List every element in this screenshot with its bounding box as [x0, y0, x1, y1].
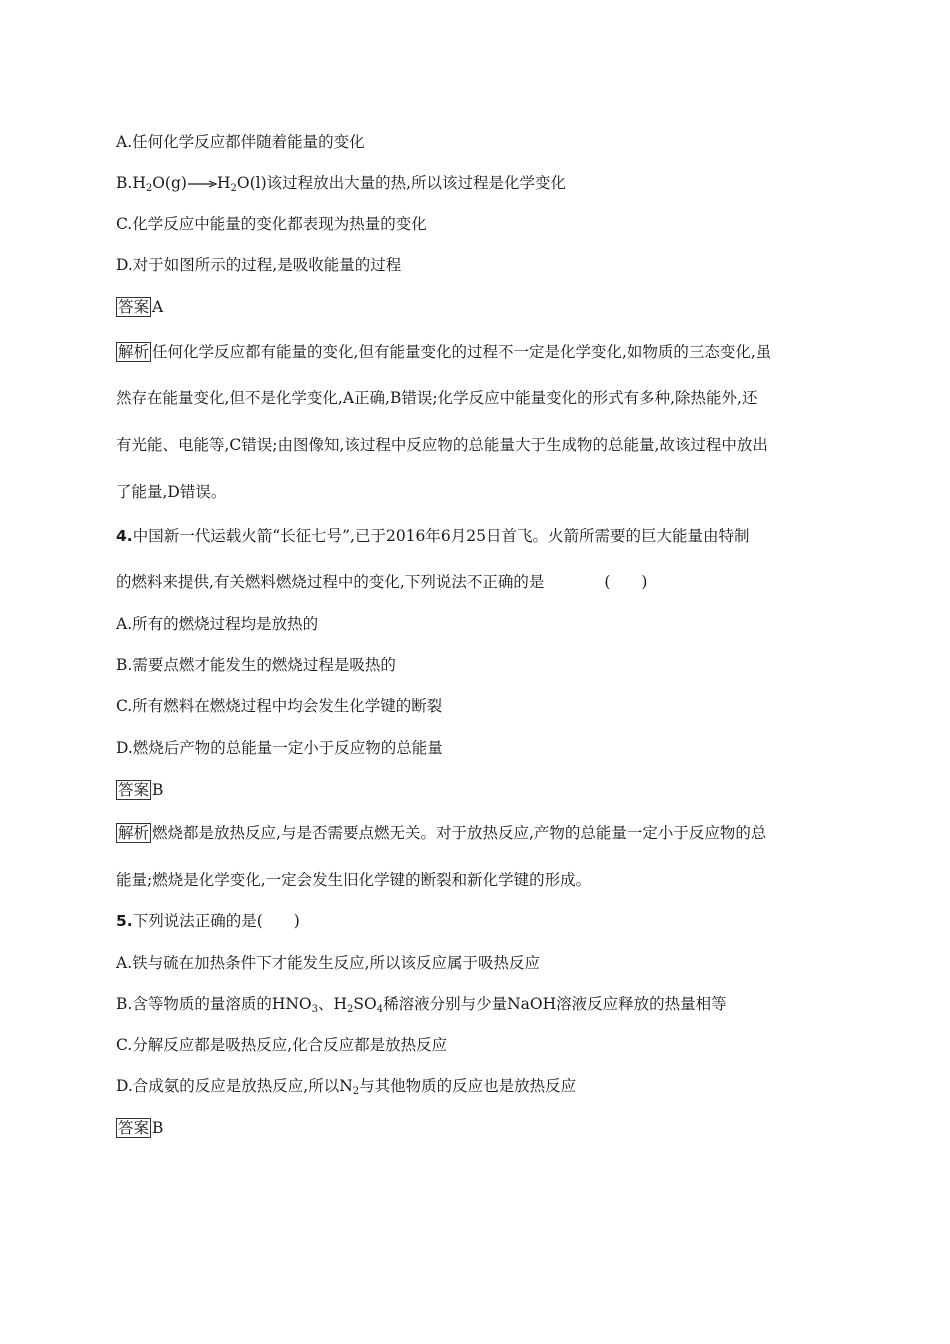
q4-option-d: D.燃烧后产物的总能量一定小于反应物的总能量 [116, 739, 443, 757]
q5-stem-text: 下列说法正确的是( ) [132, 912, 300, 930]
q3-analysis-line-3: 有光能、电能等,C错误;由图像知,该过程中反应物的总能量大于生成物的总能量,故该过程中放出 [116, 436, 768, 454]
answer-blank: ( ) [604, 573, 648, 591]
q5-answer [116, 1118, 163, 1138]
q4-option-a: A.所有的燃烧过程均是放热的 [116, 615, 319, 633]
q3-option-a: A.任何化学反应都伴随着能量的变化 [116, 133, 365, 151]
analysis-text: 任何化学反应都有能量的变化,但有能量变化的过程不一定是化学变化,如物质的三态变化,虽 [152, 343, 772, 361]
q4-stem-line-1 [116, 526, 750, 546]
q3-analysis-line-2: 然存在能量变化,但不是化学变化,A正确,B错误;化学反应中能量变化的形式有多种,除热能外,还 [116, 389, 758, 407]
q3-option-b-sub2: 2 [230, 183, 237, 194]
q4-option-b: B.需要点燃才能发生的燃烧过程是吸热的 [116, 656, 396, 674]
q4-analysis-line-1 [116, 823, 766, 843]
q5-option-d-post: 与其他物质的反应也是放热反应 [359, 1077, 577, 1095]
answer-value: A [152, 298, 164, 316]
analysis-text: 燃烧都是放热反应,与是否需要点燃无关。对于放热反应,产物的总能量一定小于反应物的总 [152, 824, 767, 842]
q5-option-b-sub1: 3 [311, 1004, 318, 1015]
q5-option-b-sub3: 4 [376, 1004, 384, 1015]
q3-option-b-mid1: O(g) [152, 174, 187, 192]
q4-answer [116, 780, 163, 800]
reaction-arrow-icon [187, 179, 217, 189]
q4-stem-line-2 [116, 572, 647, 592]
q5-option-c: C.分解反应都是吸热反应,化合反应都是放热反应 [116, 1036, 448, 1054]
analysis-tag: 解析 [118, 824, 150, 842]
q4-analysis-line-2: 能量;燃烧是化学变化,一定会发生旧化学键的断裂和新化学键的形成。 [116, 871, 592, 889]
q5-option-a: A.铁与硫在加热条件下才能发生反应,所以该反应属于吸热反应 [116, 954, 541, 972]
q5-option-d-pre: D.合成氨的反应是放热反应,所以N [116, 1077, 353, 1095]
q3-option-d: D.对于如图所示的过程,是吸收能量的过程 [116, 256, 402, 274]
analysis-tag: 解析 [118, 343, 150, 361]
q3-analysis-line-1 [116, 342, 771, 362]
q5-option-b-sub2: 2 [347, 1004, 354, 1015]
q3-option-b-pre: B.H [116, 174, 146, 192]
answer-tag: 答案 [118, 298, 150, 316]
q5-option-b [116, 994, 727, 1014]
q4-stem-text-2: 的燃料来提供,有关燃料燃烧过程中的变化,下列说法不正确的是 [116, 573, 545, 591]
q3-option-b [116, 173, 566, 193]
q5-stem [116, 911, 300, 931]
q4-option-c: C.所有燃料在燃烧过程中均会发生化学键的断裂 [116, 697, 443, 715]
q3-option-b-mid2: H [216, 174, 231, 192]
q3-answer [116, 297, 163, 317]
q5-option-d [116, 1076, 576, 1096]
q5-option-b-pre: B.含等物质的量溶质的HNO [116, 995, 312, 1013]
question-number: 4. [116, 527, 133, 545]
q3-option-c: C.化学反应中能量的变化都表现为热量的变化 [116, 215, 427, 233]
q4-stem-text: 中国新一代运载火箭“长征七号”,已于2016年6月25日首飞。火箭所需要的巨大能量由特制 [132, 527, 750, 545]
q5-option-d-sub: 2 [352, 1086, 360, 1097]
answer-tag: 答案 [118, 1119, 150, 1137]
question-number: 5. [116, 912, 133, 930]
answer-value: B [152, 781, 164, 799]
q3-option-b-post: O(l)该过程放出大量的热,所以该过程是化学变化 [236, 174, 567, 192]
q5-option-b-post: 稀溶液分别与少量NaOH溶液反应释放的热量相等 [383, 995, 727, 1013]
q5-option-b-mid: 、H [317, 995, 348, 1013]
answer-tag: 答案 [118, 781, 150, 799]
answer-value: B [152, 1119, 164, 1137]
q5-option-b-mid2: SO [353, 995, 377, 1013]
q3-option-b-sub1: 2 [145, 183, 153, 194]
q3-analysis-line-4: 了能量,D错误。 [116, 483, 227, 501]
